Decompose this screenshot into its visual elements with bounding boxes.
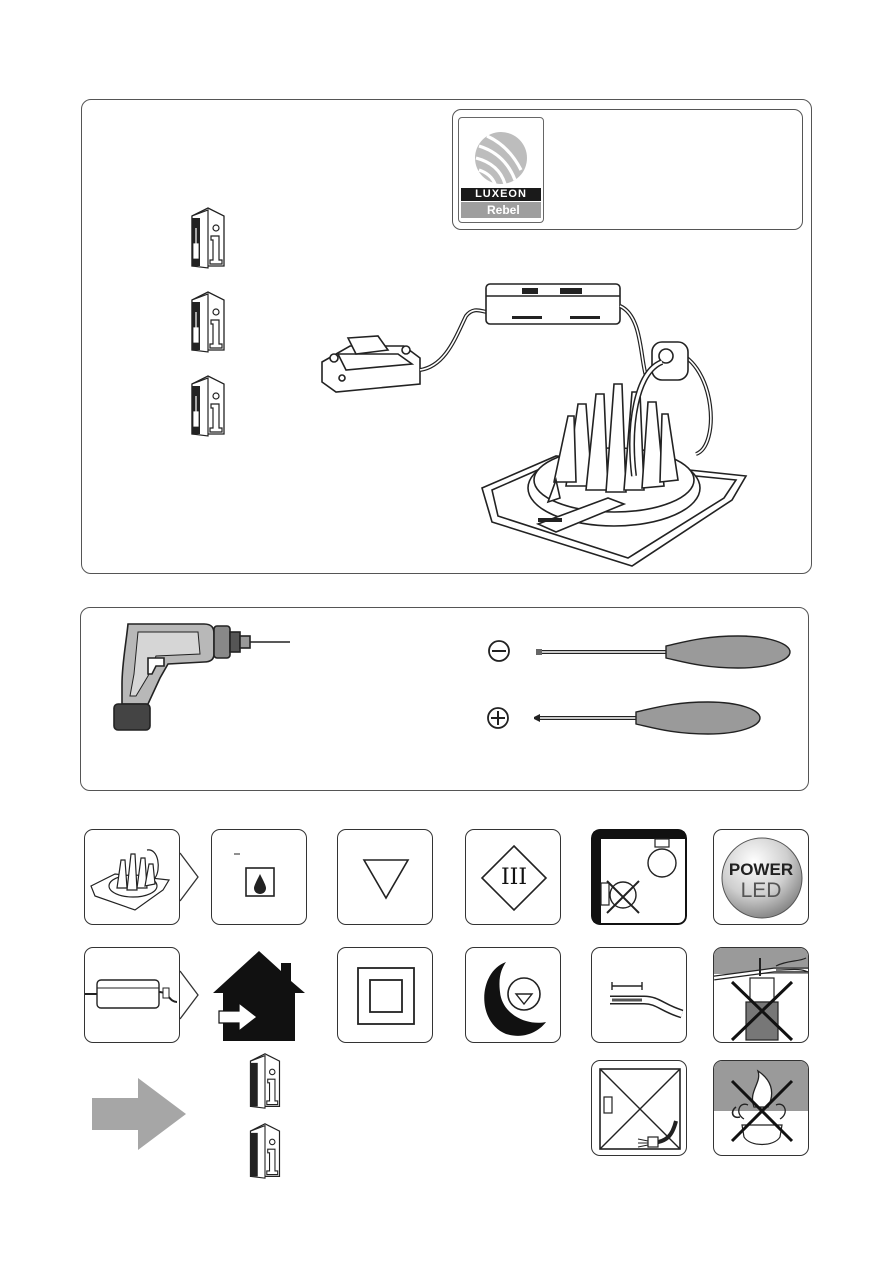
luxeon-brand-text: LUXEON bbox=[475, 188, 527, 200]
luxeon-model-text: Rebel bbox=[487, 203, 520, 217]
power-led-line2: LED bbox=[740, 879, 782, 902]
manual-info-icon bbox=[188, 290, 228, 354]
triangle-down-icon bbox=[338, 830, 433, 925]
indoor-use-tile bbox=[211, 947, 307, 1043]
no-flammable-cover-icon bbox=[714, 1061, 809, 1156]
power-led-tile bbox=[713, 829, 809, 925]
drill-icon bbox=[108, 614, 294, 732]
ip-rating-tile bbox=[211, 829, 307, 925]
no-drill-through-cable-icon bbox=[714, 948, 809, 1043]
no-wall-mount-tile bbox=[591, 829, 687, 925]
class-three-tile bbox=[465, 829, 561, 925]
manual-info-icon bbox=[188, 206, 228, 270]
no-drill-cable-tile bbox=[713, 947, 809, 1043]
manual-info-icon bbox=[245, 1052, 285, 1110]
chevron-right-icon bbox=[178, 969, 200, 1021]
downlight-product-illustration bbox=[316, 276, 752, 572]
no-wall-mount-icon bbox=[591, 829, 687, 925]
driver-thumbnail-tile bbox=[84, 947, 180, 1043]
power-led-line1: POWER bbox=[728, 860, 794, 879]
double-insulation-tile bbox=[337, 947, 433, 1043]
driver-thumbnail-icon bbox=[85, 948, 180, 1043]
manual-info-icon bbox=[245, 1122, 285, 1180]
phillips-screwdriver-icon bbox=[532, 698, 762, 740]
no-hot-surface-tile bbox=[713, 1060, 809, 1156]
drip-proof-icon bbox=[212, 830, 307, 925]
product-thumbnail-tile bbox=[84, 829, 180, 925]
triangle-symbol-tile bbox=[337, 829, 433, 925]
no-mains-switch-tile bbox=[591, 1060, 687, 1156]
flat-screwdriver-symbol-icon bbox=[486, 638, 512, 664]
luxeon-rebel-logo bbox=[458, 117, 544, 223]
cable-strip-length-icon bbox=[592, 948, 687, 1043]
flat-screwdriver-icon bbox=[534, 632, 792, 672]
insulation-cover-tile bbox=[465, 947, 561, 1043]
cable-strip-length-tile bbox=[591, 947, 687, 1043]
class-three-label: III bbox=[500, 865, 528, 890]
grey-arrow-right-icon bbox=[90, 1076, 188, 1152]
manual-info-icon bbox=[188, 374, 228, 438]
indoor-use-house-icon bbox=[211, 947, 307, 1043]
no-direct-mains-icon bbox=[592, 1061, 687, 1156]
phillips-screwdriver-symbol-icon bbox=[484, 704, 512, 732]
downlight-thumbnail-icon bbox=[85, 830, 180, 925]
chevron-right-icon bbox=[178, 851, 200, 903]
double-insulation-icon bbox=[338, 948, 433, 1043]
insulation-cover-icon bbox=[466, 948, 561, 1043]
